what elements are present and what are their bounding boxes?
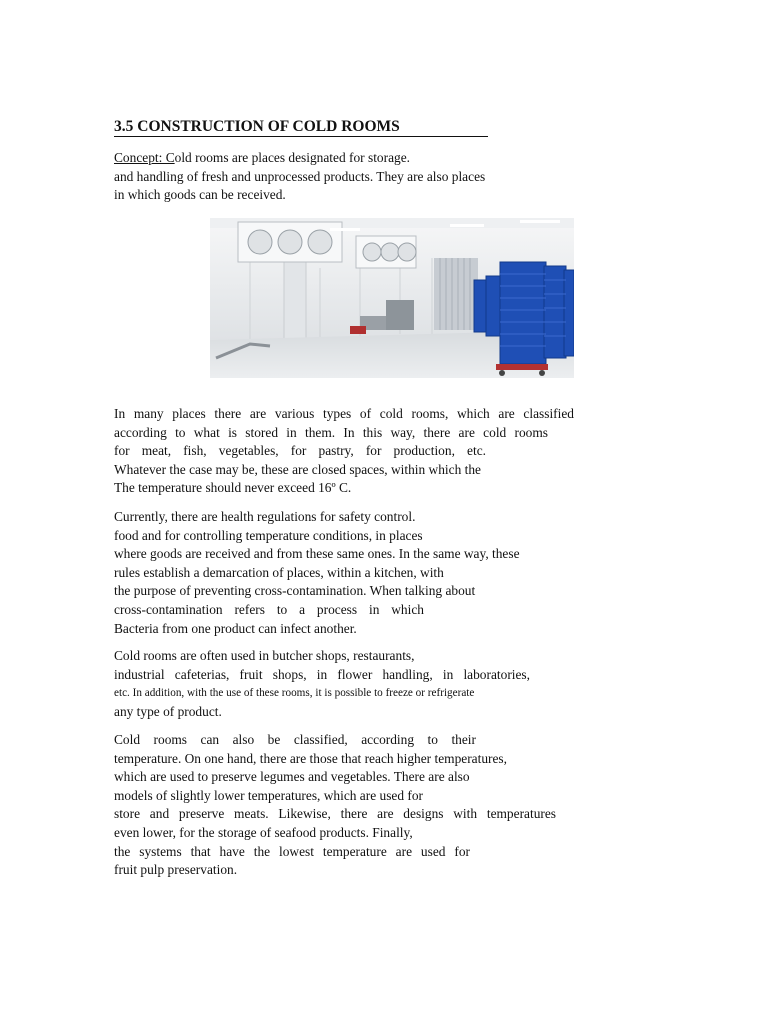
text-line: Whatever the case may be, these are closed spaces, within which the (114, 461, 481, 477)
concept-text: old rooms are places designated for storage. (174, 150, 410, 165)
paragraph-types (114, 405, 574, 498)
text-line: etc. In addition, with the use of these rooms, it is possible to freeze or refrigerate (114, 687, 475, 700)
text-line: The temperature should never exceed 16º C. (114, 480, 352, 496)
concept-line-3: in which goods can be received. (114, 187, 286, 202)
text-line: temperature. On one hand, there are those that reach higher temperatures, (114, 750, 507, 766)
text-line: any type of product. (114, 703, 222, 719)
text-line: the purpose of preventing cross-contamination. When talking about (114, 583, 476, 599)
text-line: In many places there are various types of cold rooms, which are classified (114, 406, 574, 421)
text-line: industrial cafeterias, fruit shops, in flower handling, in laboratories, (114, 666, 530, 682)
text-line: models of slightly lower temperatures, which are used for (114, 787, 424, 803)
text-line: the systems that have the lowest temperature are used for (114, 843, 470, 859)
text-line: store and preserve meats. Likewise, there are designs with temperatures (114, 806, 556, 822)
text-line: for meat, fish, vegetables, for pastry, for production, etc. (114, 443, 486, 459)
section-heading: 3.5 CONSTRUCTION OF COLD ROOMS (114, 118, 488, 137)
text-line: Cold rooms are often used in butcher shops, restaurants, (114, 648, 415, 663)
text-line: Bacteria from one product can infect another. (114, 620, 357, 636)
concept-line-2: and handling of fresh and unprocessed products. They are also places (114, 168, 486, 184)
text-line: Currently, there are health regulations for safety control. (114, 509, 416, 524)
text-line: even lower, for the storage of seafood products. Finally, (114, 824, 413, 840)
text-line: rules establish a demarcation of places, within a kitchen, with (114, 564, 444, 580)
text-line: cross-contamination refers to a process in which (114, 601, 424, 617)
text-line: food and for controlling temperature conditions, in places (114, 527, 423, 543)
concept-paragraph (114, 149, 594, 205)
text-line: Cold rooms can also be classified, according to their (114, 732, 476, 747)
paragraph-uses (114, 647, 574, 721)
cold-room-photo (210, 218, 574, 378)
text-line: which are used to preserve legumes and vegetables. There are also (114, 769, 470, 785)
text-line: according to what is stored in them. In this way, there are cold rooms (114, 424, 548, 440)
concept-line-1 (114, 149, 594, 168)
paragraph-classification (114, 731, 574, 880)
concept-label: Concept: C (114, 150, 175, 165)
paragraph-regulations (114, 508, 574, 638)
text-line: fruit pulp preservation. (114, 862, 238, 878)
text-line: where goods are received and from these same ones. In the same way, these (114, 546, 520, 562)
